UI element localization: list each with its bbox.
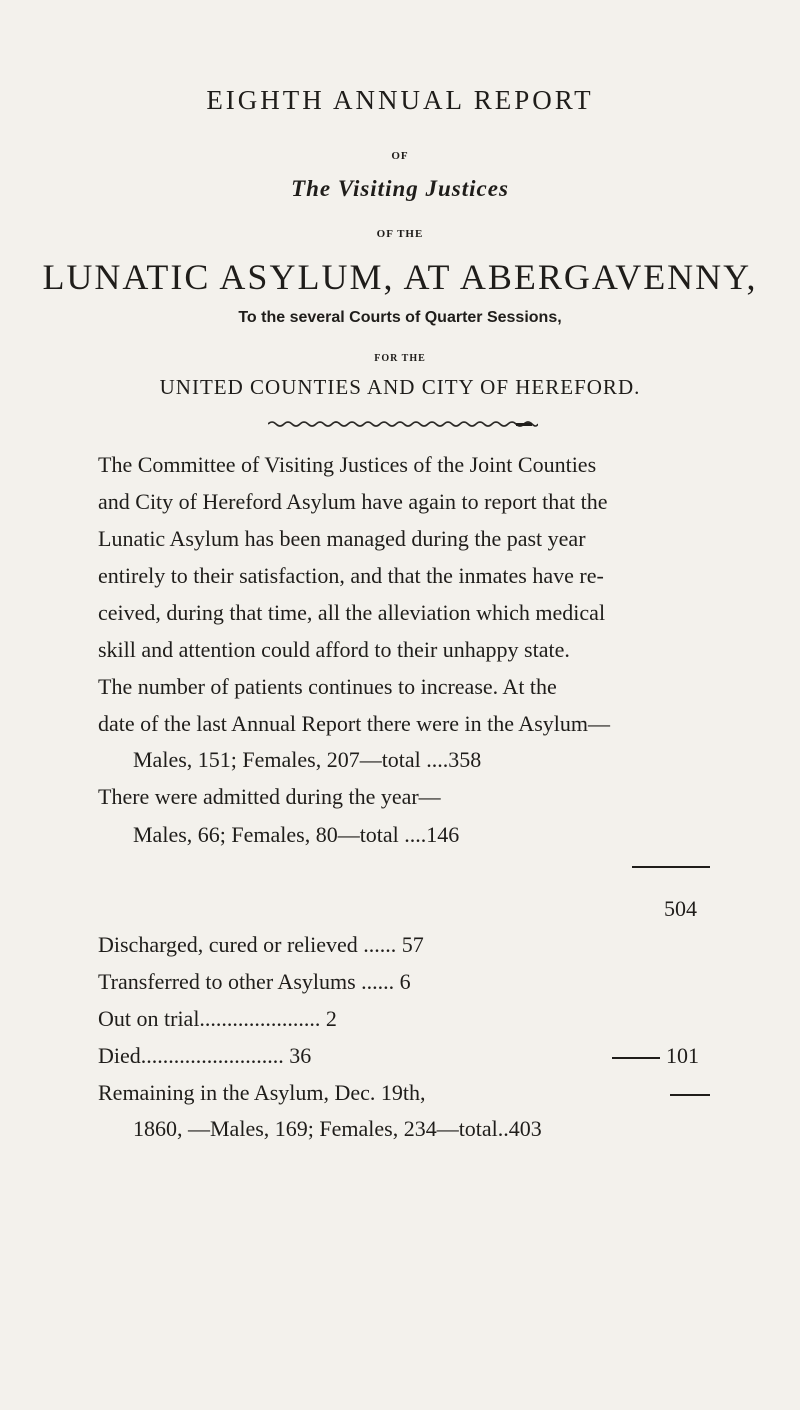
died-total: 101 bbox=[666, 1043, 699, 1068]
decorative-divider bbox=[268, 420, 538, 428]
header-of-the: OF THE bbox=[376, 228, 424, 240]
admitted-line: Males, 66; Females, 80—total ....146 bbox=[133, 822, 460, 847]
visiting-justices-heading: The Visiting Justices bbox=[291, 176, 509, 201]
paragraph-line: Lunatic Asylum has been managed during the past year bbox=[98, 526, 586, 551]
paragraph-one bbox=[98, 446, 710, 668]
divider-tick bbox=[516, 423, 532, 426]
transferred-line: Transferred to other Asylums ...... 6 bbox=[98, 969, 411, 994]
report-title: EIGHTH ANNUAL REPORT bbox=[206, 85, 594, 115]
asylum-heading: LUNATIC ASYLUM, AT ABERGAVENNY, bbox=[42, 257, 758, 297]
died-connector-rule bbox=[612, 1057, 660, 1059]
remaining-rule bbox=[670, 1094, 710, 1096]
census-start-line: Males, 151; Females, 207—total ....358 bbox=[133, 747, 482, 772]
trial-line: Out on trial...................... 2 bbox=[98, 1006, 337, 1031]
paragraph-line: The Committee of Visiting Justices of the Joint Counties bbox=[98, 452, 597, 477]
discharged-line: Discharged, cured or relieved ...... 57 bbox=[98, 932, 424, 957]
header-for-the: FOR THE bbox=[374, 353, 426, 364]
paragraph-line: skill and attention could afford to their unhappy state. bbox=[98, 637, 570, 662]
paragraph-line: ceived, during that time, all the alleviation which medical bbox=[98, 600, 606, 625]
remaining-line-two: 1860, —Males, 169; Females, 234—total..403 bbox=[133, 1116, 542, 1141]
died-line: Died.......................... 36 bbox=[98, 1043, 312, 1068]
counties-heading: UNITED COUNTIES AND CITY OF HEREFORD. bbox=[159, 375, 641, 399]
admitted-intro: There were admitted during the year— bbox=[98, 784, 441, 809]
paragraph-line: entirely to their satisfaction, and that the inmates have re- bbox=[98, 563, 604, 588]
sessions-heading: To the several Courts of Quarter Sessions, bbox=[238, 309, 562, 326]
paragraph-two bbox=[98, 668, 710, 742]
paragraph-line: and City of Hereford Asylum have again to report that the bbox=[98, 489, 608, 514]
subtotal-value: 504 bbox=[664, 896, 697, 921]
remaining-line-one: Remaining in the Asylum, Dec. 19th, bbox=[98, 1080, 426, 1105]
paragraph-line: The number of patients continues to increase. At the bbox=[98, 674, 557, 699]
paragraph-line: date of the last Annual Report there were in the Asylum— bbox=[98, 711, 610, 736]
subtotal-rule bbox=[632, 866, 710, 868]
header-of: OF bbox=[391, 150, 409, 162]
